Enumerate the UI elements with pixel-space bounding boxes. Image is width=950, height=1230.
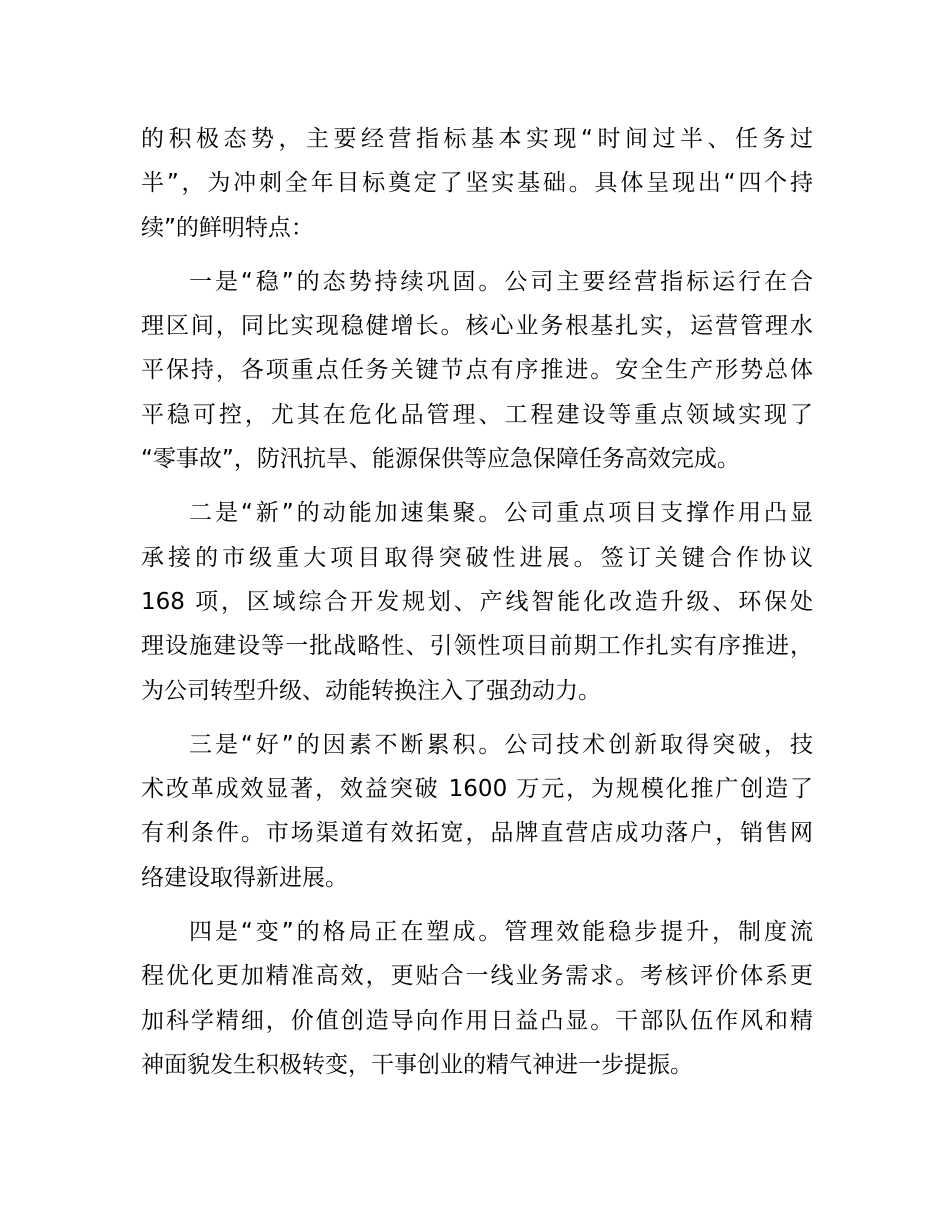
paragraph-change-pattern (141, 910, 813, 1087)
paragraph-intro (141, 117, 813, 250)
text-line: 络建设取得新进展。 (141, 864, 348, 891)
text-line: 理设施建设等一批战略性、引领性项目前期工作扎实有序推进， (141, 633, 813, 660)
text-line: “零事故”，防汛抗旱、能源保供等应急保障任务高效完成。 (141, 446, 740, 473)
text-line: 续”的鲜明特点： (141, 214, 314, 241)
paragraph-gap (141, 900, 813, 910)
text-line: 二是“新”的动能加速集聚。公司重点项目支撑作用凸显 (189, 500, 813, 527)
paragraph-gap (141, 481, 813, 491)
paragraph-gap (141, 250, 813, 260)
paragraph-stability (141, 260, 813, 481)
text-line: 神面貌发生积极转变，干事创业的精气神进一步提振。 (141, 1051, 693, 1078)
text-line: 半”，为冲刺全年目标奠定了坚实基础。具体呈现出“四个持 (141, 170, 813, 197)
document-body (141, 117, 813, 1087)
text-line: 加科学精细，价值创造导向作用日益凸显。干部队伍作风和精 (141, 1007, 813, 1034)
text-line: 有利条件。市场渠道有效拓宽，品牌直营店成功落户，销售网 (141, 820, 813, 847)
text-line: 的积极态势，主要经营指标基本实现“时间过半、任务过 (141, 126, 813, 152)
paragraph-good-factors (141, 723, 813, 900)
text-line: 一是“稳”的态势持续巩固。公司主要经营指标运行在合 (189, 268, 813, 295)
text-line: 术改革成效显著，效益突破 1600 万元，为规模化推广创造了 (141, 776, 813, 803)
text-line: 承接的市级重大项目取得突破性进展。签订关键合作协议 (141, 544, 813, 571)
text-line: 四是“变”的格局正在塑成。管理效能稳步提升，制度流 (189, 919, 813, 946)
text-line: 理区间，同比实现稳健增长。核心业务根基扎实，运营管理水 (141, 313, 813, 340)
text-line: 平稳可控，尤其在危化品管理、工程建设等重点领域实现了 (141, 401, 813, 428)
text-line: 程优化更加精准高效，更贴合一线业务需求。考核评价体系更 (141, 963, 813, 990)
text-line: 三是“好”的因素不断累积。公司技术创新取得突破，技 (189, 731, 813, 758)
text-line: 为公司转型升级、动能转换注入了强劲动力。 (141, 677, 601, 704)
text-line: 平保持，各项重点任务关键节点有序推进。安全生产形势总体 (141, 357, 813, 384)
text-line: 168 项，区域综合开发规划、产线智能化改造升级、环保处 (141, 588, 813, 615)
paragraph-new-momentum (141, 491, 813, 712)
paragraph-gap (141, 713, 813, 723)
